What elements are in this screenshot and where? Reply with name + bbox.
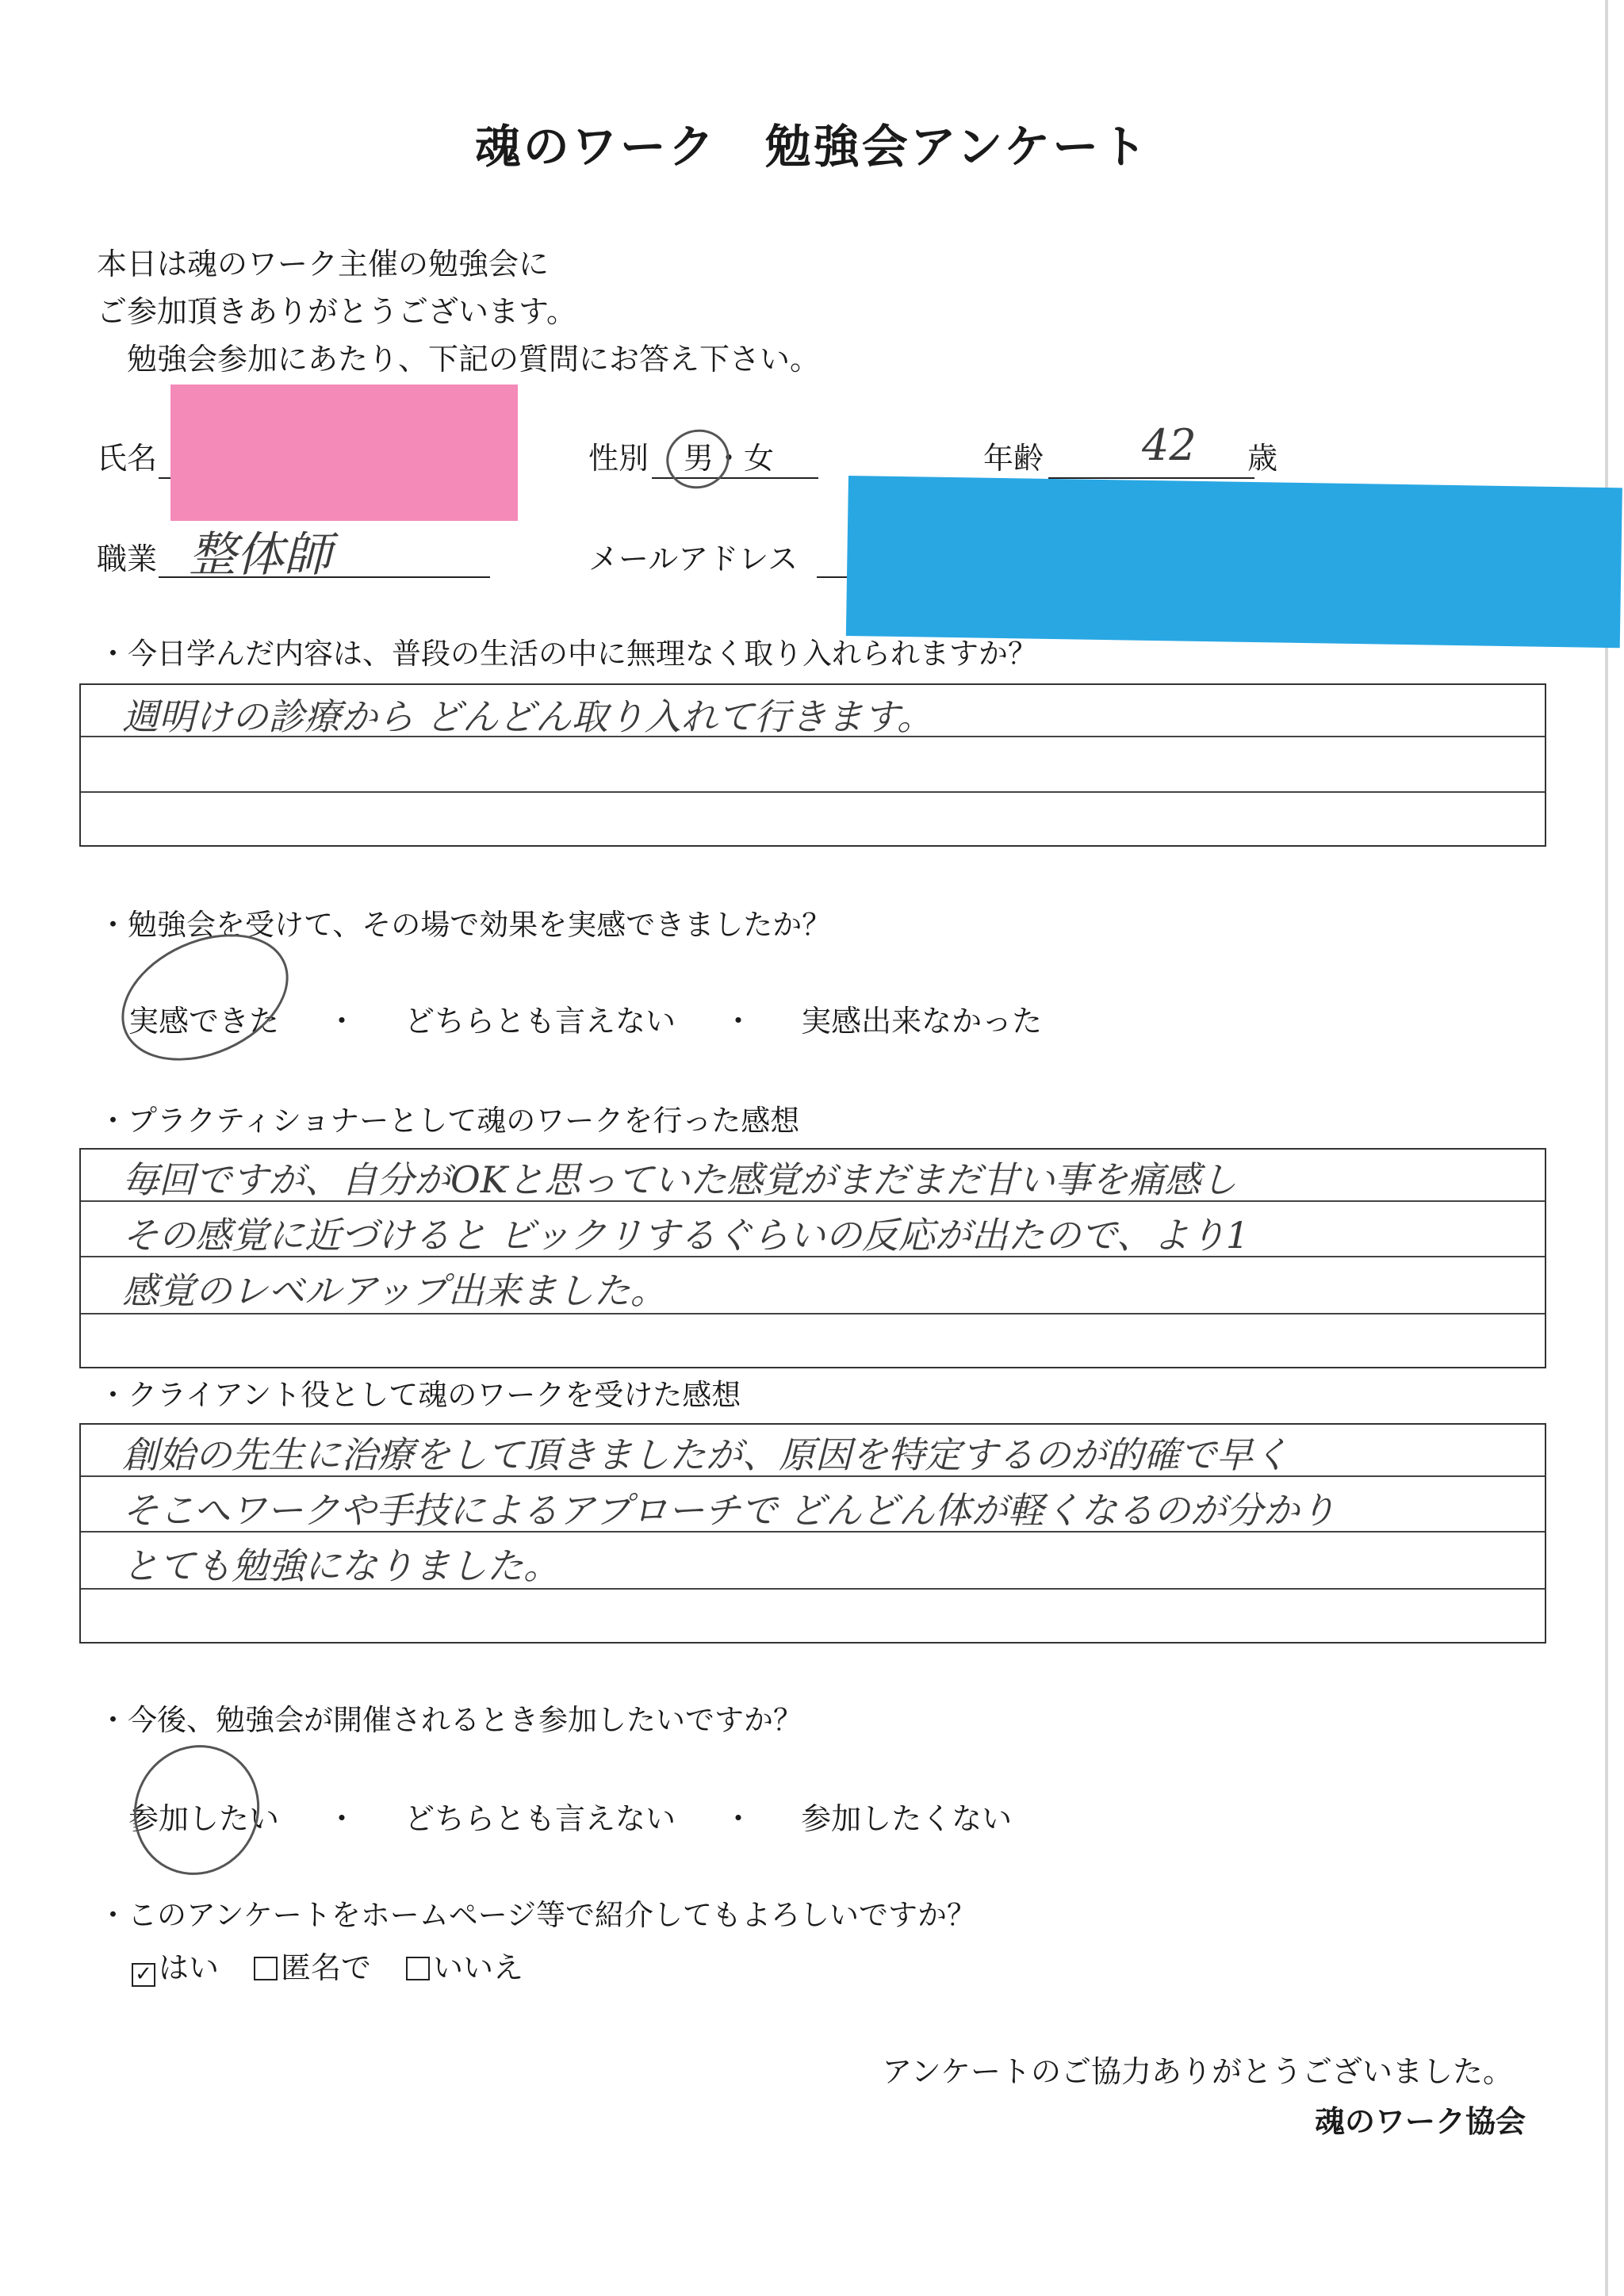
scan-edge [1605,0,1608,2296]
intro-line-3: 勉強会参加にあたり、下記の質問にお答え下さい。 [97,342,821,377]
q1-question: ・今日学んだ内容は、普段の生活の中に無理なく取り入れられますか？ [98,637,1037,671]
age-unit: 歳 [1247,441,1278,476]
age-label: 年齢 [983,441,1044,476]
q5-sep-1: ・ [327,1801,358,1836]
q5-options [128,1803,1012,1835]
q4-answer-line-1: 創始の先生に治療をして頂きましたが、原因を特定するのが的確で早く [122,1433,1289,1476]
q6-question: ・このアンケートをホームページ等で紹介してもよろしいですか？ [98,1898,977,1932]
name-label: 氏名 [97,441,158,476]
q4-question: ・クライアント役として魂のワークを受けた感想 [98,1378,741,1412]
gender-options: 男・女 [684,441,775,476]
q1-answer-line-1: 週明けの診療から どんどん取り入れて行きます。 [122,695,933,738]
q3-answer-line-2: その感覚に近づけると ビックリするぐらいの反応が出たので、より1 [122,1214,1250,1257]
gender-circle-mark [659,421,737,496]
age-value: 42 [1142,420,1197,470]
q2-option-2: どちらとも言えない [404,1004,676,1039]
q4-answer-line-3: とても勉強になりました。 [122,1544,560,1587]
q2-question: ・勉強会を受けて、その場で効果を実感できましたか？ [98,908,832,942]
q5-circle-mark [111,1723,282,1897]
email-redaction [846,476,1622,648]
q4-answer-line-2: そこへワークや手技によるアプローチで どんどん体が軽くなるのが分かり [122,1489,1336,1532]
intro-line-1: 本日は魂のワーク主催の勉強会に [97,247,550,281]
footer-org: 魂のワーク協会 [1314,2104,1526,2139]
gender-label: 性別 [588,441,649,476]
q6-option-no: いいえ [433,1950,524,1985]
q3-answer-line-1: 毎回ですが、自分がOKと思っていた感覚がまだまだ甘い事を痛感し [122,1158,1238,1201]
q5-option-3: 参加したくない [801,1801,1013,1836]
q2-sep-1: ・ [327,1004,358,1039]
q1-row-line [81,791,1545,793]
q6-option-yes: はい [159,1950,220,1985]
q6-options [132,1952,523,1987]
q6-checkbox-anonymous[interactable] [254,1957,278,1980]
q2-option-1: 実感できた [128,1004,280,1039]
q4-answer-box [79,1423,1546,1644]
q5-question: ・今後、勉強会が開催されるとき参加したいですか？ [98,1703,802,1737]
q6-checkbox-no[interactable] [406,1957,430,1980]
q1-answer-box [79,683,1546,847]
page-title: 魂のワーク 勉強会アンケート [474,120,1150,174]
q3-answer-line-3: 感覚のレベルアップ出来ました。 [122,1269,667,1312]
email-label: メールアドレス [588,541,799,576]
footer-thanks: アンケートのご協力ありがとうございました。 [882,2054,1513,2089]
q3-answer-box [79,1148,1546,1368]
q5-sep-2: ・ [723,1801,754,1836]
name-redaction [170,385,518,521]
q5-option-2: どちらとも言えない [404,1801,676,1836]
job-value: 整体師 [189,527,331,583]
job-label: 職業 [97,541,158,576]
q6-checkbox-yes[interactable] [132,1963,155,1987]
intro-line-2: ご参加頂きありがとうございます。 [97,294,576,329]
q5-option-1: 参加したい [128,1801,280,1836]
q2-option-3: 実感出来なかった [801,1004,1043,1039]
q3-question: ・プラクティショナーとして魂のワークを行った感想 [98,1104,800,1138]
q6-option-anonymous: 匿名で [281,1950,372,1985]
q2-sep-2: ・ [723,1004,754,1039]
check-mark-icon: ✓ [135,1962,152,1986]
